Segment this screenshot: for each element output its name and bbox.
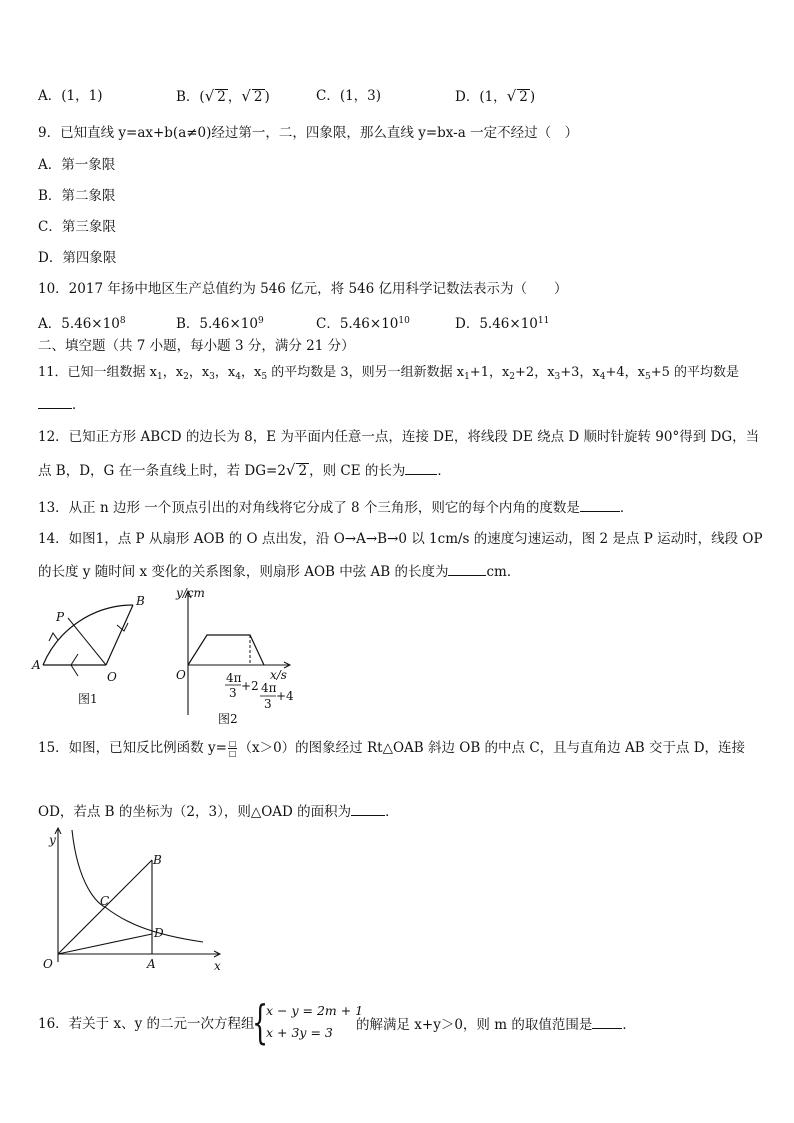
q10-option-d-base: D．5.46×10 — [455, 316, 538, 332]
sqrt-symbol: √ — [241, 87, 251, 105]
q8-option-c: C．(1，3) — [316, 88, 382, 104]
answer-blank[interactable] — [448, 561, 486, 576]
hyperbola-curve — [72, 830, 203, 942]
q16-equation-2: x + 3y = 3 — [266, 1025, 333, 1040]
figure-1-caption: 图1 — [78, 692, 98, 706]
q15-end: ． — [385, 804, 399, 820]
q15-figure — [38, 826, 238, 978]
q11-text: ，x — [162, 365, 184, 380]
q11-line-1 — [38, 363, 739, 387]
q15-text: （x＞0）的图象经过 Rt△OAB 斜边 OB 的中点 C，且与直角边 AB 交于点 D，连接 — [238, 740, 746, 756]
y-axis-label: y/cm — [176, 586, 205, 600]
q10-stem: 10．2017 年扬中地区生产总值约为 546 亿元，将 546 亿用科学记数法表示为（ ） — [38, 281, 568, 297]
brace-icon: { — [252, 995, 269, 1049]
subscript: 4 — [599, 372, 606, 382]
graph-line — [188, 635, 264, 665]
q11-text: 的平均数是 3，则另一组新数据 x — [267, 365, 465, 380]
q9-option-a: A．第一象限 — [38, 157, 116, 173]
q12-line-2 — [38, 460, 451, 481]
q16-end: ． — [622, 1017, 636, 1033]
q12-text: 点 B，D，G 在一条直线上时，若 DG=2 — [38, 463, 286, 479]
tick1-numerator: 4π — [226, 671, 242, 685]
q8-option-b-prefix: B．( — [176, 89, 205, 105]
q11-end: ． — [72, 397, 86, 413]
subscript: 5 — [645, 372, 651, 382]
q10-option-b-base: B．5.46×10 — [176, 316, 258, 332]
answer-blank[interactable] — [351, 801, 385, 816]
q8-option-d — [455, 86, 535, 107]
q16-equation-system — [252, 995, 364, 1049]
q10-option-d — [455, 311, 549, 334]
q10-option-c — [316, 311, 410, 334]
subscript: 3 — [554, 372, 561, 382]
label-d: D — [154, 926, 164, 940]
q12-text: ，则 CE 的长为 — [309, 463, 406, 479]
q14-text: 的长度 y 随时间 x 变化的关系图象，则扇形 AOB 中弦 AB 的长度为 — [38, 564, 449, 580]
answer-blank[interactable] — [592, 1014, 622, 1029]
q14-end: cm． — [486, 564, 521, 580]
label-x: x — [214, 959, 221, 973]
answer-blank[interactable] — [405, 460, 437, 475]
q8-option-d-suffix: ) — [529, 89, 536, 105]
q11-text: ，x — [188, 365, 210, 380]
q11-text: 11．已知一组数据 x — [38, 365, 158, 380]
fraction-denominator: □ — [228, 749, 237, 758]
q9-option-c: C．第三象限 — [38, 219, 116, 235]
q11-text: ，x — [240, 365, 262, 380]
label-y: y — [49, 833, 56, 847]
label-b: B — [153, 853, 162, 867]
q12-end: ． — [437, 463, 451, 479]
q13-line — [38, 497, 633, 518]
q11-text: +1，x — [469, 365, 510, 380]
q10-option-c-base: C．5.46×10 — [316, 316, 399, 332]
answer-blank[interactable] — [38, 394, 72, 409]
sqrt-symbol: √ — [204, 87, 215, 105]
q14-figure-1 — [30, 585, 160, 715]
q8-option-d-radicand: 2 — [519, 89, 528, 105]
tick1-denominator: 3 — [229, 686, 237, 700]
label-c: C — [100, 894, 110, 908]
sqrt-symbol: √ — [506, 87, 517, 105]
subscript: 4 — [235, 372, 241, 382]
q8-option-b-radicand-2: 2 — [253, 89, 263, 105]
q10-option-b-exp: 9 — [257, 316, 264, 326]
subscript: 1 — [464, 372, 470, 382]
subscript: 2 — [183, 372, 189, 382]
segment-ob — [106, 605, 133, 665]
q10-option-a-base: A．5.46×10 — [38, 316, 120, 332]
q14-line-1: 14．如图1，点 P 从扇形 AOB 的 O 点出发，沿 O→A→B→0 以 1cm/s 的速度匀速运动，图 2 是点 P 运动时，线段 OP — [38, 531, 763, 547]
segment-od — [58, 934, 152, 954]
q15-fraction — [228, 739, 238, 758]
q12-line-1: 12．已知正方形 ABCD 的边长为 8，E 为平面内任意一点，连接 DE，将线段 DE 绕点 D 顺时针旋转 90°得到 DG，当 — [38, 429, 760, 445]
q14-figure-2 — [160, 585, 300, 730]
q15-line-2 — [38, 801, 399, 822]
subscript: 1 — [157, 372, 163, 382]
q8-option-b-radicand-1: 2 — [217, 89, 226, 105]
q16-text-b: 的解满足 x+y＞0，则 m 的取值范围是 — [356, 1017, 593, 1033]
segment-op — [68, 618, 106, 665]
fraction-numerator: □ — [228, 739, 237, 748]
q9-option-d: D．第四象限 — [38, 250, 117, 266]
figure-2-caption: 图2 — [218, 712, 238, 726]
origin-label: O — [176, 668, 186, 682]
q16-equation-1: x − y = 2m + 1 — [266, 1003, 364, 1018]
q11-text: ，x — [214, 365, 236, 380]
q8-option-b — [176, 86, 270, 107]
label-a: A — [32, 658, 41, 672]
q16-text-b-line — [356, 1014, 636, 1035]
q15-line-1 — [38, 738, 745, 758]
q15-text: 15．如图，已知反比例函数 y= — [38, 740, 227, 756]
q10-option-b — [176, 311, 264, 334]
tick2-numerator: 4π — [261, 681, 277, 695]
q9-stem: 9．已知直线 y=ax+b(a≠0)经过第一，二，四象限，那么直线 y=bx-a 一定不经过（ ） — [38, 125, 579, 141]
sqrt-symbol: √ — [285, 461, 296, 479]
answer-blank[interactable] — [580, 497, 620, 512]
q11-text: +3，x — [560, 365, 600, 380]
label-o: O — [107, 670, 117, 684]
q10-option-c-exp: 10 — [398, 316, 410, 326]
subscript: 2 — [509, 372, 516, 382]
x-axis-label: x/s — [270, 668, 287, 682]
q11-text: +2，x — [515, 365, 555, 380]
q9-option-b: B．第二象限 — [38, 188, 116, 204]
q11-text: +4，x — [605, 365, 645, 380]
label-a: A — [147, 957, 156, 971]
section-heading: 二、填空题（共 7 小题，每小题 3 分，满分 21 分） — [38, 338, 355, 354]
q11-text: +5 的平均数是 — [650, 365, 740, 380]
tick2-addend: +4 — [276, 689, 294, 703]
q12-radicand: 2 — [298, 463, 308, 479]
q10-option-a — [38, 311, 126, 334]
q8-option-a: A．(1，1) — [38, 88, 103, 104]
q13-text: 13．从正 n 边形 一个顶点引出的对角线将它分成了 8 个三角形，则它的每个内角的度数是 — [38, 500, 580, 516]
tick2-denominator: 3 — [264, 697, 272, 711]
tick1-addend: +2 — [241, 679, 259, 693]
q13-end: ． — [619, 500, 634, 516]
arrow-up-icon — [49, 633, 58, 641]
label-o: O — [43, 957, 53, 971]
q8-option-b-sep: ， — [227, 89, 242, 105]
label-p: P — [56, 610, 65, 624]
label-b: B — [136, 594, 145, 608]
q10-option-a-exp: 8 — [119, 316, 126, 326]
q11-line-2 — [38, 394, 86, 415]
subscript: 3 — [209, 372, 215, 382]
subscript: 5 — [261, 372, 268, 382]
q14-line-2 — [38, 561, 520, 582]
q16-text-a: 16．若关于 x、y 的二元一次方程组 — [38, 1016, 255, 1032]
q8-option-d-prefix: D．(1， — [455, 89, 507, 105]
q8-option-b-suffix: ) — [264, 89, 270, 105]
q10-option-d-exp: 11 — [537, 316, 550, 326]
q15-text: OD，若点 B 的坐标为（2，3），则△OAD 的面积为 — [38, 804, 352, 820]
